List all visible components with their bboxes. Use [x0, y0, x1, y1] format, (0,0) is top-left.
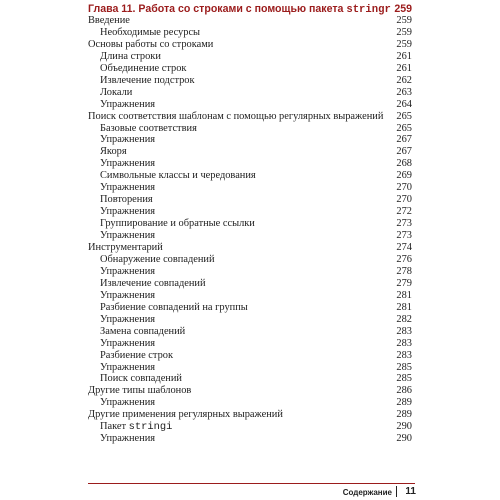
toc-entry-page-number: 273	[396, 218, 412, 230]
toc-subsection-entry	[100, 254, 412, 266]
title-text: Введение	[88, 14, 130, 26]
toc-entry-page-number: 285	[396, 361, 412, 373]
title-text: Глава 11. Работа со строками с помощью пакета	[88, 3, 347, 15]
toc-entry-title	[100, 170, 256, 182]
toc-entry-page-number: 281	[396, 301, 412, 313]
toc-entry-title	[100, 63, 186, 75]
toc-entry-page-number: 276	[396, 253, 412, 265]
toc-subsection-entry	[100, 146, 412, 158]
toc-entry-page-number: 283	[396, 325, 412, 337]
toc-entry-page-number: 259	[396, 26, 412, 38]
title-text: Упражнения	[100, 158, 156, 170]
title-text: Разбиение строк	[100, 349, 174, 361]
toc-entry-title	[100, 123, 197, 135]
toc-entry-title	[100, 373, 182, 385]
title-text: Упражнения	[100, 230, 156, 241]
title-text: Разбиение совпадений на группы	[100, 301, 248, 313]
toc-subsection-entry	[100, 338, 412, 350]
title-text: Другие применения регулярных выражений	[88, 409, 283, 421]
toc-subsection-entry	[100, 27, 412, 39]
footer-section-label: Содержание	[342, 488, 392, 497]
toc-section-entry	[88, 15, 412, 27]
toc-entry-title	[100, 254, 215, 266]
toc-entry-page-number: 259	[394, 3, 412, 15]
footer-rule	[88, 483, 415, 484]
title-text: Группирование и обратные ссылки	[100, 218, 255, 230]
toc-section-entry	[88, 385, 412, 397]
toc-section-entry	[88, 111, 412, 123]
toc-entry-title	[88, 39, 213, 51]
title-text: Упражнения	[100, 265, 156, 277]
toc-entry-title	[88, 242, 163, 254]
toc-subsection-entry	[100, 362, 412, 374]
toc-entry-title	[100, 314, 155, 326]
toc-entry-title	[100, 302, 248, 314]
title-text: Замена совпадений	[100, 325, 186, 337]
toc-subsection-entry	[100, 134, 412, 146]
toc-subsection-entry	[100, 206, 412, 218]
title-text: Обнаружение совпадений	[100, 253, 215, 265]
toc-subsection-entry	[100, 182, 412, 194]
toc-entry-title	[100, 27, 200, 39]
toc-subsection-entry	[100, 51, 412, 63]
title-text: Поиск соответствия шаблонам с помощью регулярных выражений	[88, 110, 384, 122]
toc-entry-title	[100, 397, 155, 409]
title-text: Инструментарий	[88, 242, 163, 253]
title-text: Извлечение подстрок	[100, 74, 195, 86]
title-text: Базовые соответствия	[100, 122, 197, 134]
toc-entry-page-number: 270	[396, 194, 412, 206]
toc-entry-title	[100, 362, 155, 374]
toc-entry-title	[100, 421, 172, 433]
toc-entry-page-number: 270	[396, 182, 412, 194]
toc-subsection-entry	[100, 421, 412, 433]
toc-entry-page-number: 265	[396, 110, 412, 122]
toc-entry-title	[100, 433, 155, 445]
toc-subsection-entry	[100, 433, 412, 445]
toc-entry-page-number: 273	[396, 230, 412, 241]
toc-subsection-entry	[100, 350, 412, 362]
toc-entry-page-number: 286	[396, 385, 412, 397]
toc-subsection-entry	[100, 99, 412, 111]
toc-subsection-entry	[100, 87, 412, 99]
title-text: Упражнения	[100, 361, 156, 373]
toc-subsection-entry	[100, 194, 412, 206]
toc-entry-title	[100, 87, 132, 99]
toc-entry-page-number: 259	[396, 38, 412, 50]
toc-entry-title	[100, 278, 206, 290]
title-text: Якоря	[100, 146, 127, 158]
toc-entry-page-number: 259	[396, 14, 412, 26]
title-text: Упражнения	[100, 134, 156, 146]
title-text: Упражнения	[100, 337, 156, 349]
toc-entry-page-number: 265	[396, 122, 412, 134]
toc-entry-title	[100, 99, 155, 111]
toc-entry-title	[100, 218, 255, 230]
toc-entry-page-number: 264	[396, 98, 412, 110]
title-text: Упражнения	[100, 433, 156, 445]
toc-entry-title	[100, 51, 161, 63]
title-text: Упражнения	[100, 397, 156, 409]
toc-entry-page-number: 261	[396, 50, 412, 62]
toc-entry-page-number: 285	[396, 373, 412, 385]
toc-entry-page-number: 263	[396, 86, 412, 98]
toc-entry-page-number: 289	[396, 409, 412, 421]
toc-subsection-entry	[100, 230, 412, 242]
toc-entry-title	[100, 158, 155, 170]
toc-subsection-entry	[100, 218, 412, 230]
code-fragment: stringr	[346, 4, 391, 16]
footer-page-number: 11	[405, 486, 416, 497]
toc-entry-page-number: 290	[396, 421, 412, 433]
toc-subsection-entry	[100, 290, 412, 302]
toc-entry-page-number: 282	[396, 313, 412, 325]
toc-subsection-entry	[100, 123, 412, 135]
toc-entry-title	[100, 75, 195, 87]
toc-entry-page-number: 279	[396, 277, 412, 289]
toc-entry-page-number: 267	[396, 134, 412, 146]
toc-entry-page-number: 274	[396, 242, 412, 253]
toc-entry-title	[100, 326, 185, 338]
toc-subsection-entry	[100, 75, 412, 87]
toc-entry-page-number: 262	[396, 74, 412, 86]
toc-entry-page-number: 281	[396, 289, 412, 301]
toc-entry-page-number: 283	[396, 337, 412, 349]
toc-subsection-entry	[100, 373, 412, 385]
toc-entry-title	[100, 230, 155, 242]
toc-subsection-entry	[100, 158, 412, 170]
footer-separator	[396, 486, 397, 497]
toc-subsection-entry	[100, 314, 412, 326]
toc-entry-title	[100, 290, 155, 302]
title-text: Необходимые ресурсы	[100, 26, 201, 38]
title-text: Символьные классы и чередования	[100, 170, 256, 182]
toc-subsection-entry	[100, 170, 412, 182]
toc-entry-title	[100, 350, 173, 362]
toc-subsection-entry	[100, 326, 412, 338]
toc-subsection-entry	[100, 278, 412, 290]
toc-entry-title	[88, 15, 130, 27]
toc-subsection-entry	[100, 397, 412, 409]
toc-section-entry	[88, 409, 412, 421]
toc-entry-page-number: 268	[396, 158, 412, 170]
toc-entry-page-number: 278	[396, 265, 412, 277]
chapter-heading	[88, 3, 412, 15]
toc-section-entry	[88, 39, 412, 51]
toc-entry-page-number: 261	[396, 62, 412, 74]
title-text: Извлечение совпадений	[100, 277, 206, 289]
toc-entry-title	[100, 194, 153, 206]
title-text: Объединение строк	[100, 62, 187, 74]
toc-entry-title	[100, 206, 155, 218]
toc-entry-title	[88, 111, 383, 123]
title-text: Поиск совпадений	[100, 373, 182, 385]
toc-entry-page-number: 272	[396, 206, 412, 218]
toc-section-entry	[88, 242, 412, 254]
title-text: Упражнения	[100, 98, 156, 110]
toc-subsection-entry	[100, 63, 412, 75]
toc-entry-title	[100, 134, 155, 146]
toc-entry-title	[88, 409, 283, 421]
code-fragment: stringi	[128, 421, 173, 434]
toc-entry-title	[100, 338, 155, 350]
toc-entry-title	[100, 266, 155, 278]
title-text: Локали	[100, 86, 133, 98]
title-text: Упражнения	[100, 182, 156, 194]
title-text: Упражнения	[100, 206, 156, 218]
title-text: Повторения	[100, 194, 153, 206]
toc-entry-page-number: 289	[396, 397, 412, 409]
title-text: Упражнения	[100, 289, 156, 301]
toc-entry-page-number: 269	[396, 170, 412, 182]
toc-entry-page-number: 267	[396, 146, 412, 158]
toc-entry-title	[88, 385, 191, 397]
title-text: Упражнения	[100, 313, 156, 325]
toc-subsection-entry	[100, 266, 412, 278]
toc-entry-title	[100, 146, 127, 158]
toc-entry-page-number: 283	[396, 349, 412, 361]
toc-entry-title	[100, 182, 155, 194]
title-text: Другие типы шаблонов	[88, 385, 192, 397]
title-text: Длина строки	[100, 50, 161, 62]
title-text: Основы работы со строками	[88, 38, 214, 50]
toc-subsection-entry	[100, 302, 412, 314]
toc-entry-page-number: 290	[396, 433, 412, 445]
title-text: Пакет	[100, 421, 129, 433]
